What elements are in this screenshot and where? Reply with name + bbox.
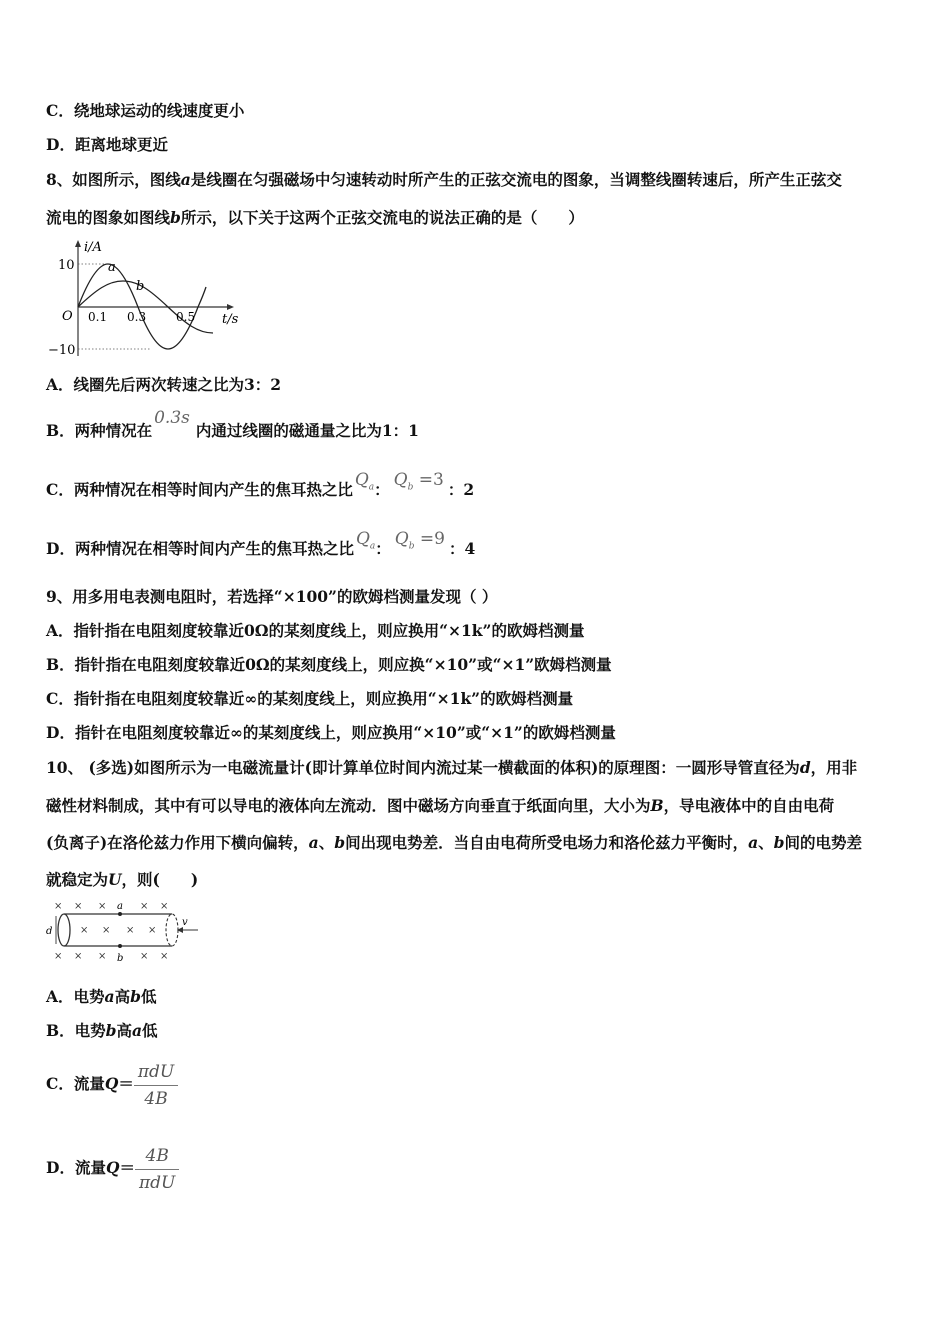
svg-text:×: × xyxy=(74,951,83,962)
svg-text:b: b xyxy=(117,953,124,964)
q8-sine-graph xyxy=(44,238,244,360)
svg-text:v: v xyxy=(182,917,188,928)
tube-end xyxy=(166,914,178,946)
y-axis-arrow xyxy=(75,240,81,247)
graph-y-top: 10 xyxy=(58,258,75,273)
q10-option-a: A．电势a高b低 xyxy=(46,987,157,1006)
x-axis-arrow xyxy=(227,304,234,310)
svg-text:×: × xyxy=(126,925,135,936)
q8-option-d: D．两种情况在相等时间内产生的焦耳热之比 $Q_a$： $Q_b =9$ ：4 xyxy=(46,529,476,558)
svg-text:×: × xyxy=(140,951,149,962)
q10-option-c: C．流量Q＝ $\frac{\text{πdU}}{4B}$ xyxy=(46,1056,908,1116)
q8-option-c: C．两种情况在相等时间内产生的焦耳热之比 $Q_a$： $Q_b =3$ ：2 xyxy=(46,470,475,499)
svg-text:×: × xyxy=(98,951,107,962)
graph-xtick-1: 0.1 xyxy=(88,310,108,324)
q10-stem-line3: (负离子)在洛伦兹力作用下横向偏转，a、b间出现电势差．当自由电荷所受电场力和洛伦兹力平衡时，a、b间的电势差 xyxy=(46,833,863,852)
fraction-d: $\frac{4B}{\text{πdU}}$ xyxy=(135,1145,179,1194)
graph-origin: O xyxy=(62,309,73,324)
svg-text:×: × xyxy=(102,925,111,936)
q10-stem-line2: 磁性材料制成，其中有可以导电的液体向左流动．图中磁场方向垂直于纸面向里，大小为B，导电液体中的自由电荷 xyxy=(46,796,835,815)
q9-option-d: D．指针在电阻刻度较靠近∞的某刻度线上，则应换用“×10”或“×1”的欧姆档测量 xyxy=(46,723,616,742)
svg-text:d: d xyxy=(46,926,53,937)
q9-stem: 9、用多用电表测电阻时，若选择“×100”的欧姆档测量发现（ ） xyxy=(46,587,498,606)
svg-text:×: × xyxy=(148,925,157,936)
curve-a-label: a xyxy=(108,260,116,275)
graph-xlabel: t/s xyxy=(222,312,239,327)
q10-stem-line1: 10、 (多选)如图所示为一电磁流量计(即计算单位时间内流过某一横截面的体积)的原理图：一圆形导管直径为d，用非 xyxy=(46,758,858,777)
q8-option-a: A．线圈先后两次转速之比为3：2 xyxy=(46,375,282,394)
q7-option-d: D．距离地球更近 xyxy=(46,135,168,154)
graph-ylabel: i/A xyxy=(84,240,102,255)
svg-text:×: × xyxy=(54,901,63,912)
svg-text:a: a xyxy=(117,901,123,912)
fraction-c: $\frac{\text{πdU}}{4B}$ xyxy=(134,1061,178,1110)
q10-option-b: B．电势b高a低 xyxy=(46,1021,158,1040)
q10-option-d: D．流量Q＝ $\frac{4B}{\text{πdU}}$ xyxy=(46,1140,908,1200)
svg-text:×: × xyxy=(98,901,107,912)
graph-xtick-2: 0.3 xyxy=(127,310,147,324)
svg-text:×: × xyxy=(160,901,169,912)
q10-flowmeter-figure xyxy=(44,898,204,964)
q8-option-b: B．两种情况在0.3s内通过线圈的磁通量之比为1：1 xyxy=(46,408,419,440)
q9-option-a: A．指针指在电阻刻度较靠近0Ω的某刻度线上，则应换用“×1k”的欧姆档测量 xyxy=(46,621,585,640)
svg-text:×: × xyxy=(54,951,63,962)
svg-text:×: × xyxy=(74,901,83,912)
graph-xtick-3: 0.5 xyxy=(176,310,196,324)
q9-option-b: B．指针指在电阻刻度较靠近0Ω的某刻度线上，则应换“×10”或“×1”欧姆档测量 xyxy=(46,655,612,674)
svg-text:×: × xyxy=(80,925,89,936)
svg-text:×: × xyxy=(140,901,149,912)
curve-b-label: b xyxy=(136,279,145,294)
q8-stem-line1: 8、如图所示，图线a是线圈在匀强磁场中匀速转动时所产生的正弦交流电的图象，当调整线圈转速后，所产生正弦交 xyxy=(46,170,842,189)
q10-stem-line4: 就稳定为U，则( ) xyxy=(46,870,199,889)
q7-option-c: C．绕地球运动的线速度更小 xyxy=(46,101,245,120)
svg-text:×: × xyxy=(160,951,169,962)
graph-y-bottom: −10 xyxy=(48,343,76,358)
q8-stem-line2: 流电的图象如图线b所示，以下关于这两个正弦交流电的说法正确的是（ ） xyxy=(46,208,584,227)
q9-option-c: C．指针指在电阻刻度较靠近∞的某刻度线上，则应换用“×1k”的欧姆档测量 xyxy=(46,689,574,708)
